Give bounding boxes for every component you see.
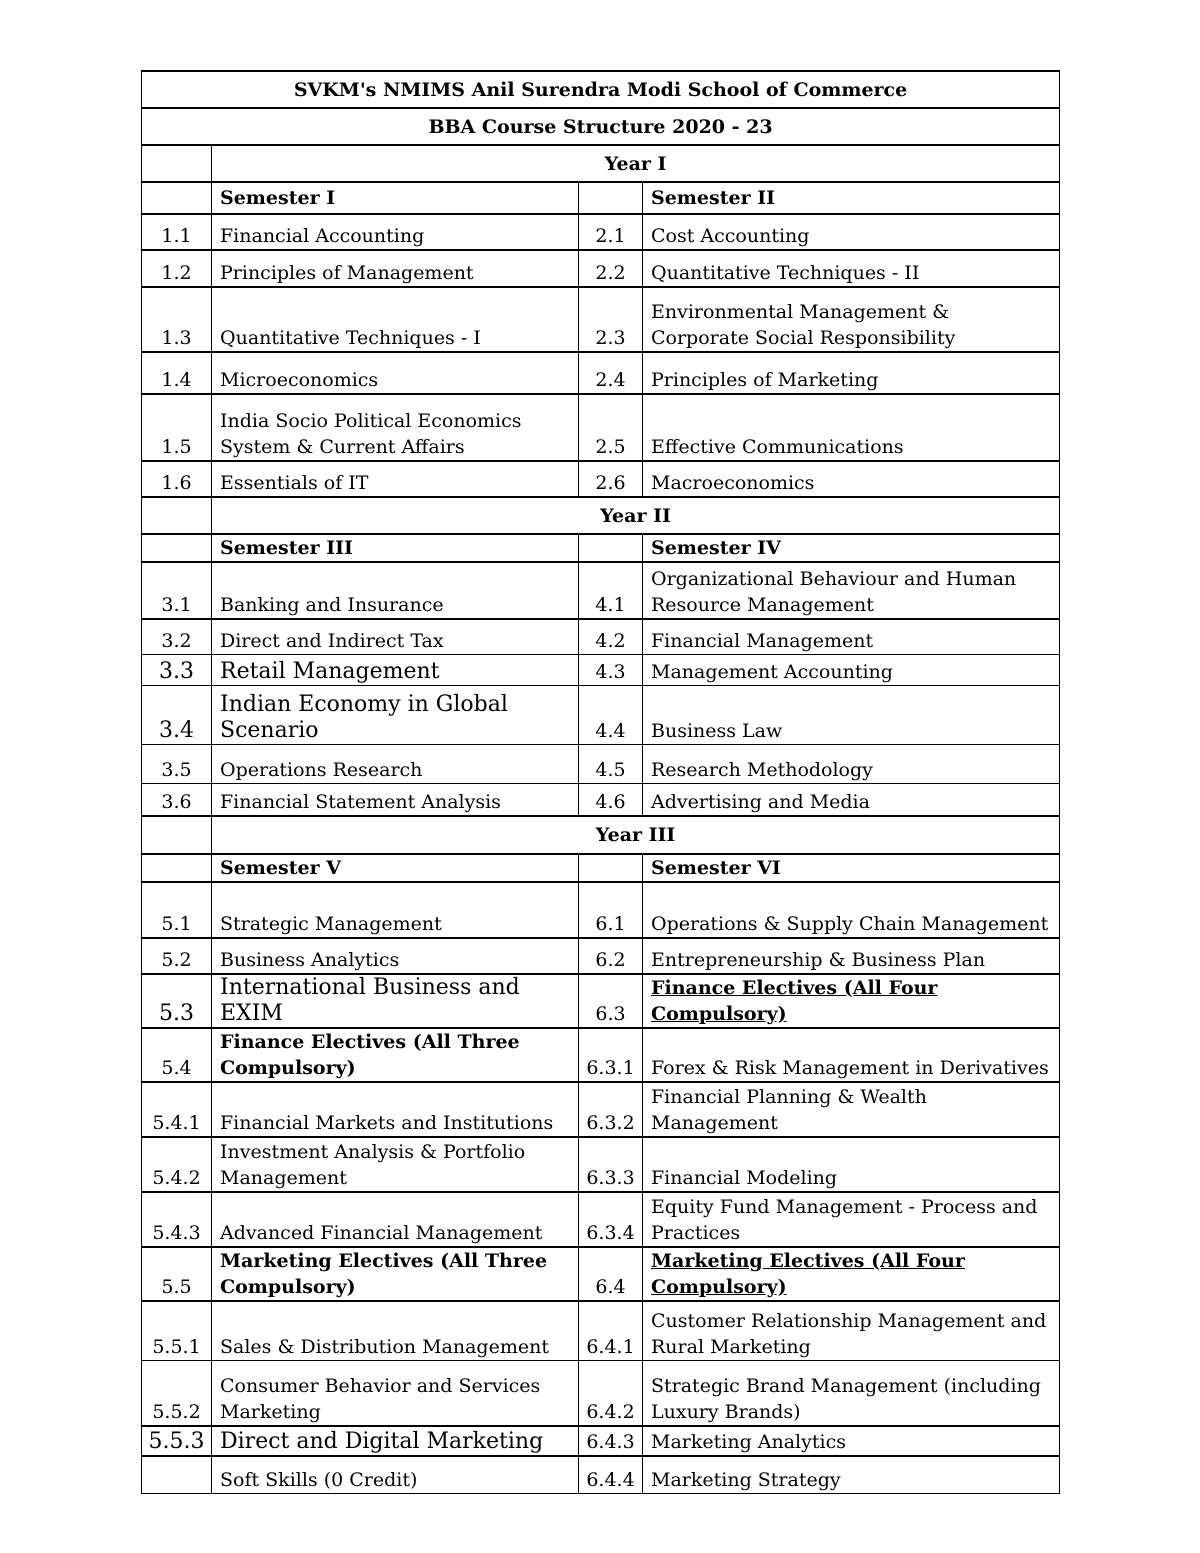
course-code: 3.4 [142, 685, 212, 744]
course-code: 6.3.2 [579, 1082, 643, 1137]
table-row [142, 1360, 1060, 1426]
course-code: 3.2 [142, 619, 212, 654]
course-title: Financial Markets and Institutions [212, 1082, 579, 1137]
course-code: 5.3 [142, 974, 212, 1028]
sem-spacer [579, 534, 643, 562]
course-title: Equity Fund Management - Process and Practices [643, 1192, 1060, 1247]
course-title: Business Analytics [212, 938, 579, 974]
course-code: 1.6 [142, 461, 212, 497]
course-code: 2.2 [579, 250, 643, 287]
course-title: Financial Accounting [212, 214, 579, 250]
course-title: Quantitative Techniques - II [643, 250, 1060, 287]
course-title: Entrepreneurship & Business Plan [643, 938, 1060, 974]
course-code: 6.1 [579, 882, 643, 938]
course-title: Indian Economy in Global Scenario [212, 685, 579, 744]
course-code: 2.1 [579, 214, 643, 250]
table-row [142, 1247, 1060, 1301]
sem-spacer [579, 182, 643, 214]
table-row [142, 250, 1060, 287]
course-code [142, 1456, 212, 1493]
table-row [142, 1301, 1060, 1360]
table-row [142, 1192, 1060, 1247]
course-code: 5.5 [142, 1247, 212, 1301]
year-spacer [142, 816, 212, 854]
year-spacer [142, 497, 212, 534]
sem-spacer [579, 854, 643, 882]
table-row [142, 461, 1060, 497]
course-code: 2.5 [579, 394, 643, 461]
course-code: 3.6 [142, 783, 212, 816]
course-code: 5.5.3 [142, 1426, 212, 1456]
course-code: 5.4.3 [142, 1192, 212, 1247]
course-code: 4.2 [579, 619, 643, 654]
course-code: 6.4.3 [579, 1426, 643, 1456]
course-title: Advanced Financial Management [212, 1192, 579, 1247]
course-title: Macroeconomics [643, 461, 1060, 497]
table-row [142, 744, 1060, 783]
course-title: India Socio Political Economics System & Current Affairs [212, 394, 579, 461]
course-title: Direct and Indirect Tax [212, 619, 579, 654]
course-title: International Business and EXIM [212, 974, 579, 1028]
course-title: Operations & Supply Chain Management [643, 882, 1060, 938]
semester-label: Semester IV [643, 534, 1060, 562]
course-code: 3.1 [142, 562, 212, 619]
course-title: Financial Planning & Wealth Management [643, 1082, 1060, 1137]
course-title: Quantitative Techniques - I [212, 287, 579, 352]
course-code: 2.3 [579, 287, 643, 352]
course-title: Essentials of IT [212, 461, 579, 497]
course-code: 6.2 [579, 938, 643, 974]
course-code: 4.3 [579, 654, 643, 685]
sem-spacer [142, 854, 212, 882]
course-title: Soft Skills (0 Credit) [212, 1456, 579, 1493]
course-code: 2.4 [579, 352, 643, 394]
course-code: 3.3 [142, 654, 212, 685]
course-title: Microeconomics [212, 352, 579, 394]
course-code: 4.1 [579, 562, 643, 619]
course-title: Direct and Digital Marketing [212, 1426, 579, 1456]
course-code: 5.5.2 [142, 1360, 212, 1426]
course-structure-title: BBA Course Structure 2020 - 23 [142, 108, 1060, 145]
table-row [142, 882, 1060, 938]
semester-label: Semester V [212, 854, 579, 882]
course-structure-table [141, 70, 1060, 1494]
year-label: Year III [212, 816, 1060, 854]
course-code: 5.2 [142, 938, 212, 974]
table-row [142, 685, 1060, 744]
year-label: Year II [212, 497, 1060, 534]
course-code: 2.6 [579, 461, 643, 497]
course-code: 5.4.1 [142, 1082, 212, 1137]
course-title: Financial Statement Analysis [212, 783, 579, 816]
course-code: 6.3.4 [579, 1192, 643, 1247]
semester-label: Semester VI [643, 854, 1060, 882]
course-title: Advertising and Media [643, 783, 1060, 816]
course-code: 3.5 [142, 744, 212, 783]
course-code: 5.4 [142, 1028, 212, 1082]
course-title: Organizational Behaviour and Human Resource Management [643, 562, 1060, 619]
elective-heading: Finance Electives (All Three Compulsory) [212, 1028, 579, 1082]
course-title: Principles of Management [212, 250, 579, 287]
table-row [142, 562, 1060, 619]
course-code: 4.6 [579, 783, 643, 816]
course-title: Principles of Marketing [643, 352, 1060, 394]
elective-heading: Marketing Electives (All Four Compulsory) [643, 1247, 1060, 1301]
table-row [142, 1137, 1060, 1192]
course-title: Retail Management [212, 654, 579, 685]
table-row [142, 1456, 1060, 1493]
table-row [142, 1028, 1060, 1082]
course-title: Strategic Brand Management (including Luxury Brands) [643, 1360, 1060, 1426]
course-code: 4.5 [579, 744, 643, 783]
table-row [142, 394, 1060, 461]
course-code: 6.4.2 [579, 1360, 643, 1426]
course-code: 1.3 [142, 287, 212, 352]
course-title: Environmental Management & Corporate Social Responsibility [643, 287, 1060, 352]
elective-heading: Marketing Electives (All Three Compulsory) [212, 1247, 579, 1301]
sem-spacer [142, 534, 212, 562]
elective-heading: Finance Electives (All Four Compulsory) [643, 974, 1060, 1028]
course-code: 6.3 [579, 974, 643, 1028]
table-row [142, 619, 1060, 654]
course-title: Effective Communications [643, 394, 1060, 461]
course-code: 1.2 [142, 250, 212, 287]
course-title: Financial Modeling [643, 1137, 1060, 1192]
table-row [142, 1426, 1060, 1456]
course-title: Sales & Distribution Management [212, 1301, 579, 1360]
course-code: 6.4.1 [579, 1301, 643, 1360]
course-title: Financial Management [643, 619, 1060, 654]
course-code: 6.3.3 [579, 1137, 643, 1192]
course-code: 5.5.1 [142, 1301, 212, 1360]
course-title: Marketing Strategy [643, 1456, 1060, 1493]
course-title: Research Methodology [643, 744, 1060, 783]
course-title: Operations Research [212, 744, 579, 783]
course-title: Forex & Risk Management in Derivatives [643, 1028, 1060, 1082]
course-code: 6.4 [579, 1247, 643, 1301]
course-code: 1.4 [142, 352, 212, 394]
course-code: 5.4.2 [142, 1137, 212, 1192]
table-row [142, 974, 1060, 1028]
course-title: Customer Relationship Management and Rural Marketing [643, 1301, 1060, 1360]
course-code: 4.4 [579, 685, 643, 744]
course-title: Banking and Insurance [212, 562, 579, 619]
year-spacer [142, 145, 212, 182]
semester-label: Semester III [212, 534, 579, 562]
course-title: Cost Accounting [643, 214, 1060, 250]
course-title: Investment Analysis & Portfolio Management [212, 1137, 579, 1192]
course-title: Management Accounting [643, 654, 1060, 685]
table-row [142, 938, 1060, 974]
table-row [142, 783, 1060, 816]
table-row [142, 1082, 1060, 1137]
course-code: 5.1 [142, 882, 212, 938]
semester-label: Semester II [643, 182, 1060, 214]
course-code: 1.1 [142, 214, 212, 250]
table-row [142, 214, 1060, 250]
course-code: 6.3.1 [579, 1028, 643, 1082]
course-code: 1.5 [142, 394, 212, 461]
course-title: Business Law [643, 685, 1060, 744]
table-row [142, 352, 1060, 394]
course-title: Strategic Management [212, 882, 579, 938]
course-code: 6.4.4 [579, 1456, 643, 1493]
table-row [142, 654, 1060, 685]
course-title: Consumer Behavior and Services Marketing [212, 1360, 579, 1426]
sem-spacer [142, 182, 212, 214]
semester-label: Semester I [212, 182, 579, 214]
course-title: Marketing Analytics [643, 1426, 1060, 1456]
table-row [142, 287, 1060, 352]
institution-title: SVKM's NMIMS Anil Surendra Modi School of Commerce [142, 71, 1060, 108]
year-label: Year I [212, 145, 1060, 182]
